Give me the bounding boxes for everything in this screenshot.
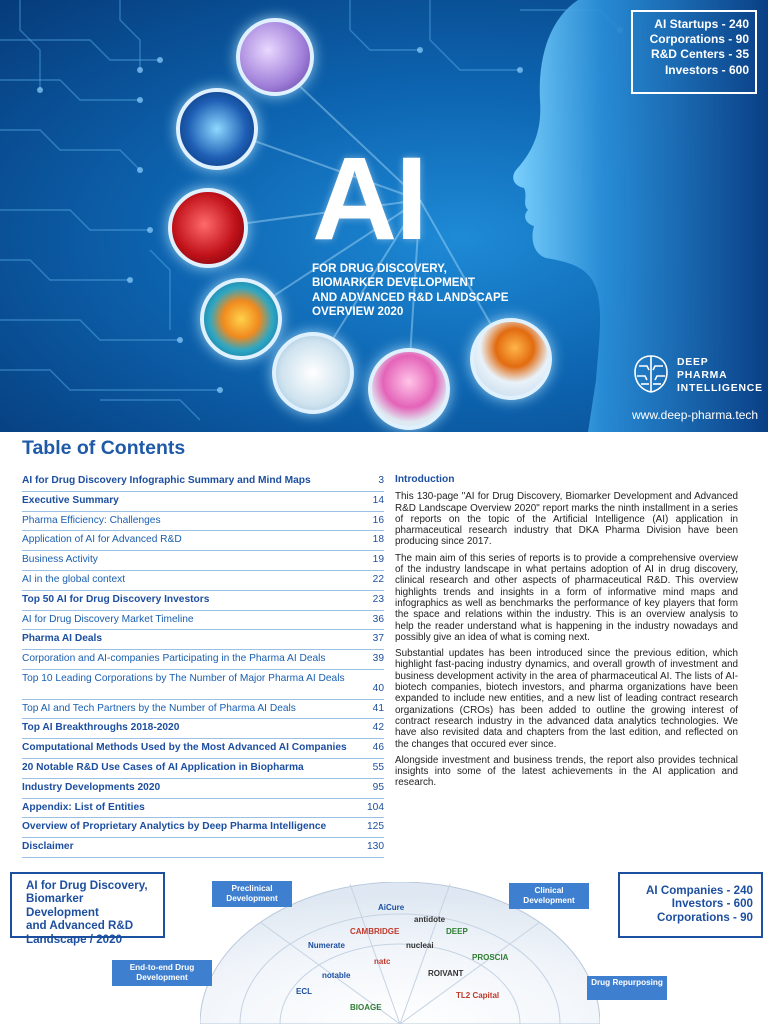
segment-label-preclinical: Preclinical Development — [212, 881, 292, 907]
toc-item[interactable] — [22, 700, 384, 720]
toc-item-label: AI for Drug Discovery Market Timeline — [22, 613, 194, 625]
toc-item-label: 20 Notable R&D Use Cases of AI Application in Biopharma — [22, 761, 304, 773]
toc-item-page: 37 — [372, 633, 384, 645]
toc-item[interactable] — [22, 838, 384, 858]
toc-item-page: 41 — [372, 702, 384, 714]
map-title-line: and Advanced R&D — [26, 919, 134, 933]
company-logo: BIOAGE — [350, 1003, 382, 1012]
segment-label-repurposing: Drug Repurposing — [587, 976, 667, 1000]
brain-logo-icon — [631, 352, 671, 396]
cover-big-title: AI — [312, 133, 426, 265]
toc-item[interactable] — [22, 571, 384, 591]
toc-item-label: Application of AI for Advanced R&D — [22, 534, 182, 546]
toc-item-label: Corporation and AI-companies Participating in the Pharma AI Deals — [22, 653, 326, 665]
toc-item-page: 39 — [372, 653, 384, 665]
toc-item[interactable] — [22, 630, 384, 650]
toc-item-page: 16 — [372, 514, 384, 526]
stat-line: Investors - 600 — [664, 62, 749, 77]
intro-paragraph: This 130-page "AI for Drug Discovery, Biomarker Development and Advanced R&D Landscape Overview 2020" report marks the ninth installment in a series of reports on the topic of the Artificial Intelligence (AI) application in pharmaceutical research industry that DKA Pharma Division have been producing since 2017. — [395, 491, 738, 548]
company-logo: antidote — [414, 915, 446, 924]
stat-line: AI Startups - 240 — [654, 17, 749, 31]
toc-item-page: 46 — [372, 742, 384, 754]
company-logo: ECL — [296, 987, 312, 996]
toc-item-page: 42 — [372, 722, 384, 734]
toc-item-page: 125 — [367, 821, 384, 833]
toc-item-label: Executive Summary — [22, 494, 119, 506]
toc-item[interactable] — [22, 611, 384, 631]
company-logo: Numerate — [308, 941, 345, 950]
brand-line: PHARMA — [677, 369, 728, 381]
intro-paragraph: The main aim of this series of reports is to provide a comprehensive overview of the industry landscape in what pertains adoption of AI in drug discovery, clinical research and other aspects of pharmaceutical R&D. This overview highlights trends and insights in a form of informative mind maps and infographics as well as benchmarks the performance of key players that form the space and relations within the industry. This is an overview analysis to help the reader understand what is happening in the industry nowadays and possibly give an idea of what is coming next. — [395, 552, 738, 643]
toc-item[interactable] — [22, 551, 384, 571]
map-stats-box — [618, 872, 763, 938]
toc-item-page: 40 — [372, 682, 384, 694]
toc-item-page: 55 — [372, 761, 384, 773]
segment-label-clinical: Clinical Development — [509, 883, 589, 909]
stat-line: Corporations - 90 — [649, 32, 749, 47]
intro-paragraph: Substantial updates has been introduced since the previous edition, which highlight fast-pacing industry dynamics, and overall growth of investment and business development activity in the area of pharmaceutical AI. The lists of AI-biotech companies, biotech investors, and pharma organizations have been expanded to include new entities, and a new list of leading contract research organizations (CROs) has been added to outline the growing interest of contract research industry in the advanced data analytics technologies. We have also revisited data and chapters from the last edition, and reflected on the changes that occured ever since. — [395, 648, 738, 750]
toc-item-page: 19 — [372, 554, 384, 566]
toc-item-page: 18 — [372, 534, 384, 546]
toc-item-label: Industry Developments 2020 — [22, 781, 161, 793]
dna-image — [236, 18, 314, 96]
lab-monitor-image — [368, 348, 450, 430]
map-stat-line: Corporations - 90 — [657, 910, 753, 924]
toc-item[interactable] — [22, 759, 384, 779]
cell-image — [200, 278, 282, 360]
toc-item-label: Pharma AI Deals — [22, 633, 103, 645]
toc-item-page: 36 — [372, 613, 384, 625]
toc-item[interactable] — [22, 472, 384, 492]
toc-item[interactable] — [22, 739, 384, 759]
map-title-line: Landscape / 2020 — [26, 932, 123, 946]
cover-subtitle-line: AND ADVANCED R&D LANDSCAPE — [312, 290, 509, 304]
blood-cells-image — [168, 188, 248, 268]
toc-item-label: AI for Drug Discovery Infographic Summary and Mind Maps — [22, 475, 311, 486]
toc-item-page: 130 — [367, 841, 384, 853]
toc-item-page: 22 — [372, 573, 384, 585]
company-logo: PROSCIA — [472, 953, 509, 962]
map-stat-line: AI Companies - 240 — [646, 884, 753, 897]
brand-line: DEEP — [677, 357, 709, 368]
company-logo: notable — [322, 971, 351, 980]
microscope-image — [272, 332, 354, 414]
toc-item[interactable] — [22, 512, 384, 532]
toc-item[interactable] — [22, 650, 384, 670]
cover-banner — [0, 0, 768, 432]
toc-item[interactable] — [22, 719, 384, 739]
introduction-section — [395, 474, 738, 794]
toc-item-label: Top 50 AI for Drug Discovery Investors — [22, 593, 210, 605]
company-logo: nucleai — [406, 941, 434, 950]
toc-item-label: Pharma Efficiency: Challenges — [22, 514, 161, 526]
toc-item-label: AI in the global context — [22, 573, 126, 585]
toc-title: Table of Contents — [22, 437, 186, 459]
company-logo: ROIVANT — [428, 969, 464, 978]
pills-image — [470, 318, 552, 400]
toc-item-label: Overview of Proprietary Analytics by Deep Pharma Intelligence — [22, 821, 327, 833]
toc-item[interactable] — [22, 670, 384, 700]
toc-item-page: 104 — [367, 801, 384, 813]
toc-item-page: 3 — [378, 475, 384, 486]
toc-item[interactable] — [22, 531, 384, 551]
toc-item-label: Business Activity — [22, 554, 98, 566]
cover-subtitle — [312, 262, 508, 320]
toc-item[interactable] — [22, 779, 384, 799]
toc-item-label: Appendix: List of Entities — [22, 801, 145, 813]
toc-list — [22, 472, 384, 858]
map-stat-line: Investors - 600 — [671, 897, 753, 911]
toc-item[interactable] — [22, 492, 384, 512]
landscape-map — [0, 860, 768, 1024]
neuron-image — [176, 88, 258, 170]
company-logo: natc — [374, 957, 391, 966]
brand-url-link[interactable]: www.deep-pharma.tech — [632, 408, 759, 422]
map-title-line: AI for Drug Discovery, — [26, 879, 148, 892]
toc-item-label: Computational Methods Used by the Most Advanced AI Companies — [22, 742, 347, 754]
stat-line: R&D Centers - 35 — [650, 47, 749, 62]
toc-item-page: 95 — [372, 781, 384, 793]
toc-item-label: Top AI and Tech Partners by the Number of Pharma AI Deals — [22, 702, 296, 714]
toc-item-label: Top AI Breakthroughs 2018-2020 — [22, 722, 180, 734]
toc-item[interactable] — [22, 818, 384, 838]
segment-label-end-to-end: End-to-end Drug Development — [112, 960, 212, 986]
cover-subtitle-line: BIOMARKER DEVELOPMENT — [312, 276, 475, 290]
map-title-box — [10, 872, 165, 946]
toc-item-label: Disclaimer — [22, 841, 74, 853]
map-title-line: Biomarker Development — [26, 892, 99, 919]
company-logo: TL2 Capital — [456, 991, 500, 1000]
toc-item[interactable] — [22, 799, 384, 819]
cover-subtitle-line: FOR DRUG DISCOVERY, — [312, 262, 447, 275]
intro-paragraph: Alongside investment and business trends, the report also provides technical insights into some of the latest achievements in the AI application and research. — [395, 754, 738, 789]
cover-stats-box — [631, 10, 757, 94]
toc-item-page: 23 — [372, 593, 384, 605]
introduction-heading: Introduction — [395, 474, 455, 485]
toc-item[interactable] — [22, 591, 384, 611]
toc-item-label: Top 10 Leading Corporations by The Number of Major Pharma AI Deals — [22, 672, 345, 684]
toc-item-page: 14 — [372, 494, 384, 506]
company-logo: DEEP — [446, 927, 468, 936]
company-logo: CAMBRIDGE — [350, 927, 400, 936]
brand-name — [677, 357, 763, 395]
brand-line: INTELLIGENCE — [677, 382, 763, 394]
company-logo: AiCure — [378, 903, 405, 912]
cover-subtitle-line: OVERVIEW 2020 — [312, 305, 404, 319]
